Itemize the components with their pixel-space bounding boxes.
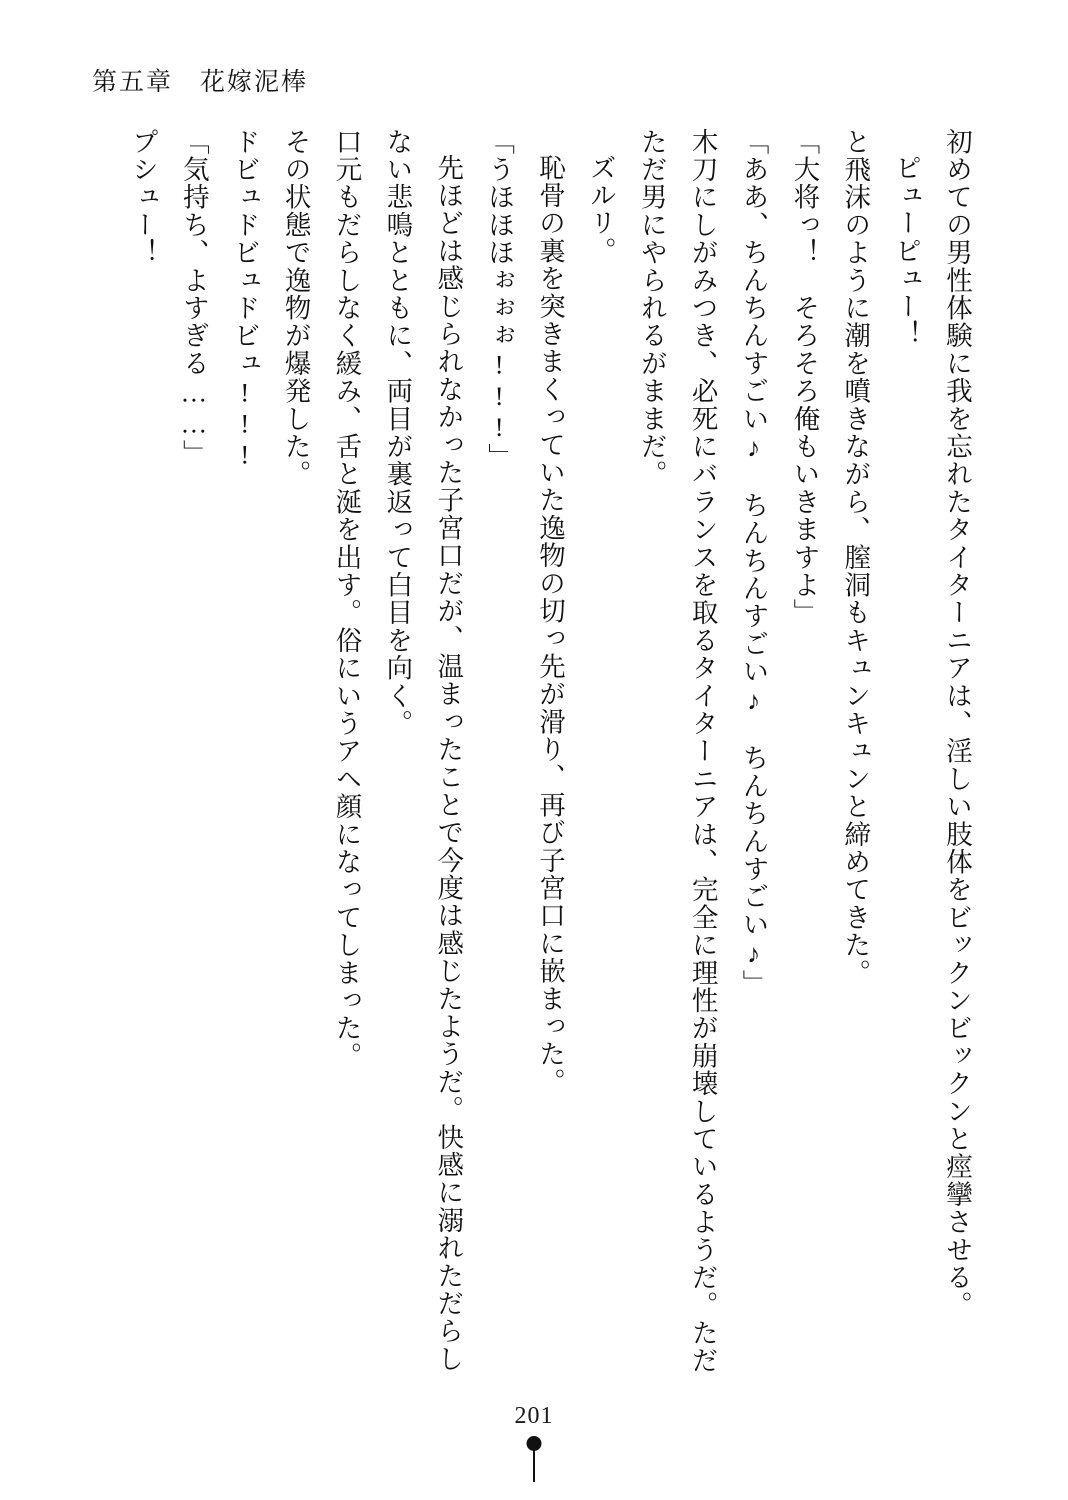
paragraph: 先ほどは感じられなかった子宮口だが、温まったことで今度は感じたようだ。快感に溺れただらしない悲鳴とともに、両目が裏返って白目を向く。 [382,128,464,1373]
body-text [128,128,982,1378]
paragraph: その状態で逸物が爆発した。 [280,128,311,489]
paragraph: 初めての男性体験に我を忘れたタイターニアは、淫しい肢体をビックンビックンと痙攣させる。 [942,128,972,1320]
chapter-header: 第五章 花嫁泥棒 [92,69,309,96]
page-footer-stem-icon [533,1450,535,1482]
paragraph: 木刀にしがみつき、必死にバランスを取るタイターニアは、完全に理性が崩壊しているようだ。ただただ男にやられるがままだ。 [636,128,718,1375]
paragraph: 「大将っ！ そろそろ俺もいきますよ」 [789,128,820,627]
paragraph: ピューピュー！ [891,154,922,348]
paragraph: 恥骨の裏を突きまくっていた逸物の切っ先が滑り、再び子宮口に嵌まった。 [535,154,565,1096]
paragraph: 「気持ち、よすぎる……」 [178,128,209,468]
paragraph: プシュー！ [128,128,158,267]
paragraph: と飛沫のように潮を噴きながら、膣洞もキュンキュンと締めてきた。 [840,128,871,987]
paragraph: 口元もだらしなく緩み、舌と涎を出す。俗にいうアヘ顔になってしまった。 [331,128,362,1070]
paragraph: ズルリ。 [585,154,616,265]
page-footer-mark-icon [526,1436,542,1482]
paragraph: 「うほほほぉぉぉ!!!」 [484,128,515,471]
paragraph: 「ああ、ちんちんすごい♪ ちんちんすごい♪ ちんちんすごい♪」 [738,128,769,998]
page-footer-dot-icon [527,1436,542,1451]
paragraph: ドビュドビュドビュ!!! [229,128,260,471]
page-number: 201 [514,1403,554,1429]
